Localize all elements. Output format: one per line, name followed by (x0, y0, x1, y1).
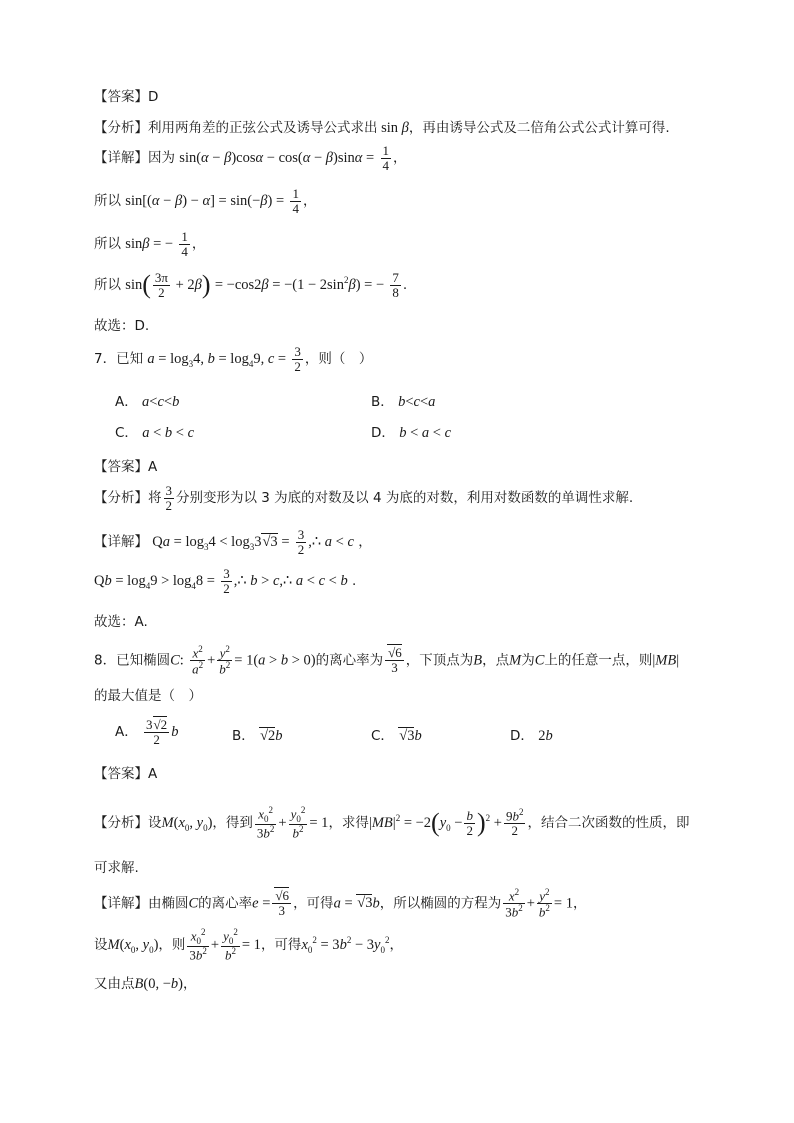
label: B． (232, 728, 255, 744)
fraction: $\frac{9b^2}{2}$ (505, 807, 524, 839)
q8-answer-line (94, 762, 157, 782)
text: ， (389, 937, 403, 954)
fraction: $\frac{x_0^2}{3b^2}$ (256, 805, 275, 841)
q7-detail-line-1: 【详解】 $Qa = \log_34 < \log_33√3$ = $\frac{3}{2}$ ,∴ a < c ， (94, 527, 372, 557)
text: 又由点 (94, 976, 135, 992)
q7-conclusion: 故选：A. (94, 614, 148, 630)
text: ，求得 (328, 815, 369, 832)
label: D． (510, 728, 534, 744)
q6-detail-line-3: 所以 sinβ = − $\frac{1}{4}$ ， (94, 229, 206, 259)
text: 分别变形为以 3 为底的对数及以 4 为底的对数，利用对数函数的单调性求解. (176, 490, 634, 507)
fraction: $\frac{y_0^2}{b^2}$ (290, 805, 306, 841)
label: A． (115, 724, 138, 741)
q6-answer: D (148, 89, 159, 105)
q6-analysis-text: 利用两角差的正弦公式及诱导公式求出 (148, 120, 378, 136)
text: ，则 (158, 937, 186, 954)
label: D． (371, 425, 395, 441)
q8-option-a: A． $\frac{3√2}{2}$ b (115, 717, 179, 747)
text: 所以 (94, 236, 121, 253)
text: 因为 (148, 150, 175, 167)
fraction: $\frac{3}{2}$ (297, 527, 305, 557)
fraction: $\frac{√6}{3}$ (385, 646, 404, 674)
formula: sin β (377, 120, 409, 136)
formula: $Qb = \log_49 > \log_48$ = (94, 573, 215, 592)
fraction: $\frac{x^2}{a^2}$ (192, 644, 204, 677)
answer-tag: 【答案】 (94, 766, 148, 782)
text: 7．已知 (94, 351, 144, 368)
text: 为 (521, 652, 535, 669)
q7-option-d: D． b < a < c (371, 425, 452, 441)
q7-analysis-line (94, 484, 633, 512)
q6-answer-line (94, 85, 158, 105)
q8-option-b: B． √2b (232, 728, 283, 744)
q8-analysis-line: 【分析】设$M(x_0$, $y_0$)，得到 $\frac{x_0^2}{3b^2}$ + $\frac{y_0^2}{b^2}$ = 1，求得$|MB|^2 = -2(y_0$ − $\frac{b}{2}$ )$^2$ + $\frac{9b^2}{2}$ ，结合二次函数的性质，即 (94, 805, 690, 841)
analysis-tag: 【分析】 (94, 815, 148, 832)
q7-stem (94, 345, 372, 373)
fraction: $\frac{√6}{3}$ (272, 889, 291, 917)
text: ，结合二次函数的性质，即 (527, 815, 690, 832)
q6-conclusion: 故选：D. (94, 318, 150, 334)
fraction: $\frac{3}{2}$ (294, 344, 301, 374)
formula: $a = \log_34$, $b = \log_49$, c = (147, 351, 287, 370)
fraction: $\frac{3}{2}$ (165, 483, 172, 513)
text: ，则（ ） (304, 351, 373, 368)
text: ，可得 (293, 895, 334, 912)
fraction: $\frac{y_0^2}{b^2}$ (223, 927, 238, 963)
q8-stem-line-1: 8．已知椭圆C: $\frac{x^2}{a^2}$ + $\frac{y^2}{b^2}$ = 1(a > b > 0)的离心率为 $\frac{√6}{3}$ ，下顶点为B，点M为C上的任意一点，则|MB| (94, 644, 680, 677)
detail-tag: 【详解】 (94, 895, 148, 912)
formula: sin[(α − β) − α] = sin(−β) = (125, 193, 285, 210)
text: ，下顶点为 (405, 652, 474, 669)
formula: = $-\cos 2\beta = -(1 - 2\sin^2\beta)$ = − (214, 275, 385, 293)
fraction: $\frac{x^2}{3b^2}$ (505, 887, 523, 920)
text: 所以 (94, 277, 121, 293)
fraction: $\frac{y^2}{b^2}$ (219, 644, 231, 677)
text: 所以 (94, 193, 121, 210)
analysis-tag: 【分析】 (94, 490, 148, 507)
formula: $Qa = \log_34 < \log_33√3$ = (152, 534, 290, 553)
text: ，得到 (212, 815, 253, 832)
q8-option-d: D． 2b (510, 728, 553, 744)
text: 设 (148, 815, 162, 832)
fraction: $\frac{1}{4}$ (292, 186, 299, 216)
q7-option-a: A． a<c<b (115, 394, 180, 410)
analysis-tag: 【分析】 (94, 120, 148, 136)
text: 设 (94, 937, 108, 954)
q8-detail-line-2: 设$M(x_0$, $y_0$)，则 $\frac{x_0^2}{3b^2}$ + $\frac{y_0^2}{b^2}$ = 1，可得$x_0^2 = 3b^2 - 3y_0^2$， (94, 927, 403, 963)
fraction: $\frac{y^2}{b^2}$ (538, 887, 550, 920)
q8-analysis-line-2: 可求解. (94, 860, 139, 876)
q7-detail-line-2: $Qb = \log_49 > \log_48$ = $\frac{3}{2}$ ,∴ b > c,∴ a < c < b . (94, 566, 357, 596)
q8-detail-line-3: 又由点B(0, −b)， (94, 976, 197, 992)
fraction: $\frac{1}{4}$ (181, 229, 188, 259)
label: B． (371, 394, 394, 410)
detail-tag: 【详解】 (94, 534, 148, 551)
fraction: $\frac{1}{4}$ (382, 143, 390, 173)
label: C． (371, 728, 394, 744)
label: A． (115, 394, 138, 410)
text: 上的任意一点，则 (544, 652, 653, 669)
q7-answer: A (148, 459, 158, 475)
q8-answer: A (148, 766, 158, 782)
q7-option-c: C． a < b < c (115, 425, 195, 441)
q7-option-b: B． b<c<a (371, 394, 436, 410)
formula: sin(α − β)cosα − cos(α − β)sinα = (179, 150, 375, 167)
text: 由椭圆 (148, 895, 189, 912)
fraction: $\frac{3√2}{2}$ (146, 717, 168, 747)
formula: sinβ = − (125, 236, 174, 253)
fraction: $\frac{x_0^2}{3b^2}$ (189, 927, 207, 963)
label: C． (115, 425, 138, 441)
fraction: $\frac{3}{2}$ (223, 566, 230, 596)
formula: C (170, 652, 180, 669)
q6-detail-line-1: 【详解】因为 sin(α − β)cosα − cos(α − β)sinα = $\frac{1}{4}$ ， (94, 143, 407, 173)
fraction: $\frac{3\pi}{2}$ (154, 269, 168, 300)
q8-option-c: C． √3b (371, 728, 422, 744)
q7-answer-line (94, 455, 157, 475)
text: ，所以椭圆的方程为 (379, 895, 502, 912)
text: 的离心率为 (315, 652, 384, 669)
answer-tag: 【答案】 (94, 89, 148, 105)
detail-tag: 【详解】 (94, 150, 148, 167)
q8-stem-line-2: 的最大值是（ ） (94, 688, 202, 704)
q6-analysis-text: ，再由诱导公式及二倍角公式公式计算可得. (408, 120, 670, 136)
text: ，点 (482, 652, 510, 669)
text: ， (182, 976, 197, 992)
q6-detail-line-4: 所以 sin( $\frac{3\pi}{2}$ + $2\beta) = -\cos 2\beta = -(1 - 2\sin^2\beta)$ = − $\frac{7}{8}$ . (94, 269, 408, 300)
q6-detail-line-2: 所以 sin[(α − β) − α] = sin(−β) = $\frac{1}{4}$ ， (94, 186, 317, 216)
text: ， (572, 895, 587, 912)
text: ，可得 (260, 937, 302, 954)
q8-detail-line-1: 【详解】由椭圆C的离心率e = $\frac{√6}{3}$ ，可得a = √3b，所以椭圆的方程为 $\frac{x^2}{3b^2}$ + $\frac{y^2}{b^2}$ = 1， (94, 887, 587, 920)
fraction: $\frac{7}{8}$ (392, 269, 399, 300)
text: 的离心率 (198, 895, 253, 912)
formula: sin (125, 277, 143, 293)
q6-analysis-line (94, 116, 670, 137)
fraction: $\frac{b}{2}$ (466, 808, 473, 838)
answer-tag: 【答案】 (94, 459, 148, 475)
text: 将 (148, 490, 162, 507)
text: 8．已知椭圆 (94, 652, 171, 669)
